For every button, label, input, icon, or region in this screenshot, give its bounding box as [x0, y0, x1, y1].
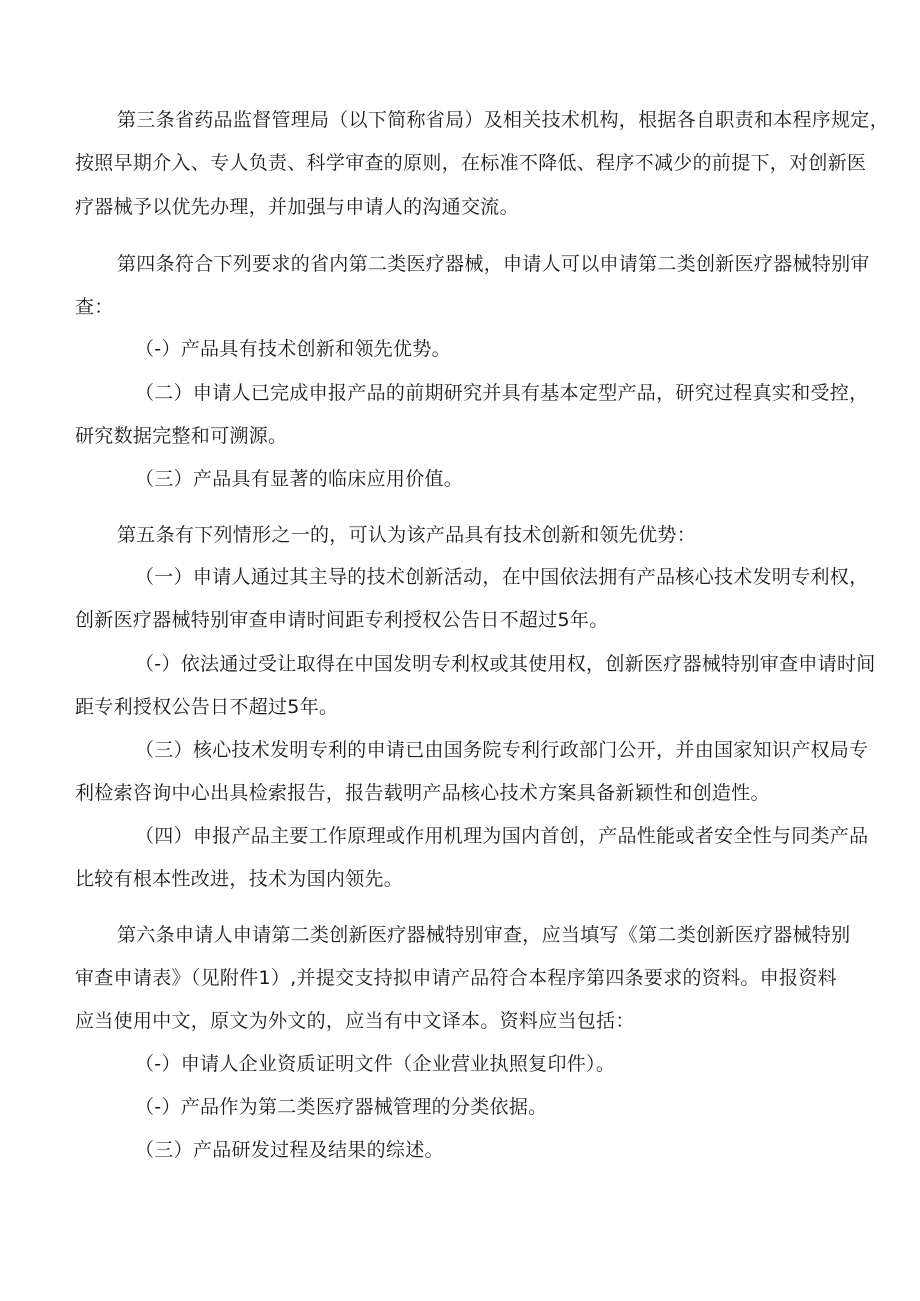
article-4-item-2-line-1: （二）申请人已完成申报产品的前期研究并具有基本定型产品，研究过程真实和受控， [135, 382, 869, 404]
article-6-item-3: （三）产品研发过程及结果的综述。 [135, 1139, 444, 1161]
article-4-item-1: （-）产品具有技术创新和领先优势。 [135, 338, 451, 360]
article-5-item-2-line-1: （-）依法通过受让取得在中国发明专利权或其使用权，创新医疗器械特别审查申请时间 [135, 653, 876, 675]
article-5-line-1: 第五条有下列情形之一的，可认为该产品具有技术创新和领先优势： [117, 524, 697, 546]
article-6-item-2: （-）产品作为第二类医疗器械管理的分类依据。 [135, 1096, 548, 1118]
article-6-item-1: （-）申请人企业资质证明文件（企业营业执照复印件）。 [135, 1053, 616, 1075]
article-6-line-2: 审查申请表》（见附件1）,并提交支持拟申请产品符合本程序第四条要求的资料。申报资料 [75, 967, 837, 989]
article-5-item-3-line-2: 利检索咨询中心出具检索报告，报告载明产品核心技术方案具备新颖性和创造性。 [75, 782, 770, 804]
article-5-item-4-line-2: 比较有根本性改进，技术为国内领先。 [75, 868, 404, 890]
article-6-line-1: 第六条申请人申请第二类创新医疗器械特别审查，应当填写《第二类创新医疗器械特别 [117, 924, 851, 946]
article-3-line-2: 按照早期介入、专人负责、科学审查的原则，在标准不降低、程序不减少的前提下，对创新医 [75, 152, 867, 174]
article-5-item-2-line-2: 距专利授权公告日不超过5年。 [75, 696, 339, 718]
article-4-item-2-line-2: 研究数据完整和可溯源。 [75, 425, 288, 447]
article-5-item-4-line-1: （四）申报产品主要工作原理或作用机理为国内首创，产品性能或者安全性与同类产品 [135, 825, 869, 847]
article-3-line-1: 第三条省药品监督管理局（以下简称省局）及相关技术机构，根据各自职责和本程序规定， [117, 109, 890, 131]
article-5-item-1-line-2: 创新医疗器械特别审查申请时间距专利授权公告日不超过5年。 [75, 609, 609, 631]
article-4-line-1: 第四条符合下列要求的省内第二类医疗器械，申请人可以申请第二类创新医疗器械特别审 [117, 253, 870, 275]
article-3-line-3: 疗器械予以优先办理，并加强与申请人的沟通交流。 [75, 196, 519, 218]
article-4-item-3: （三）产品具有显著的临床应用价值。 [135, 468, 464, 490]
article-5-item-3-line-1: （三）核心技术发明专利的申请已由国务院专利行政部门公开，并由国家知识产权局专 [135, 739, 869, 761]
article-4-line-2: 查： [75, 296, 114, 318]
article-6-line-3: 应当使用中文，原文为外文的，应当有中文译本。资料应当包括： [75, 1010, 635, 1032]
article-5-item-1-line-1: （一）申请人通过其主导的技术创新活动，在中国依法拥有产品核心技术发明专利权， [135, 566, 869, 588]
